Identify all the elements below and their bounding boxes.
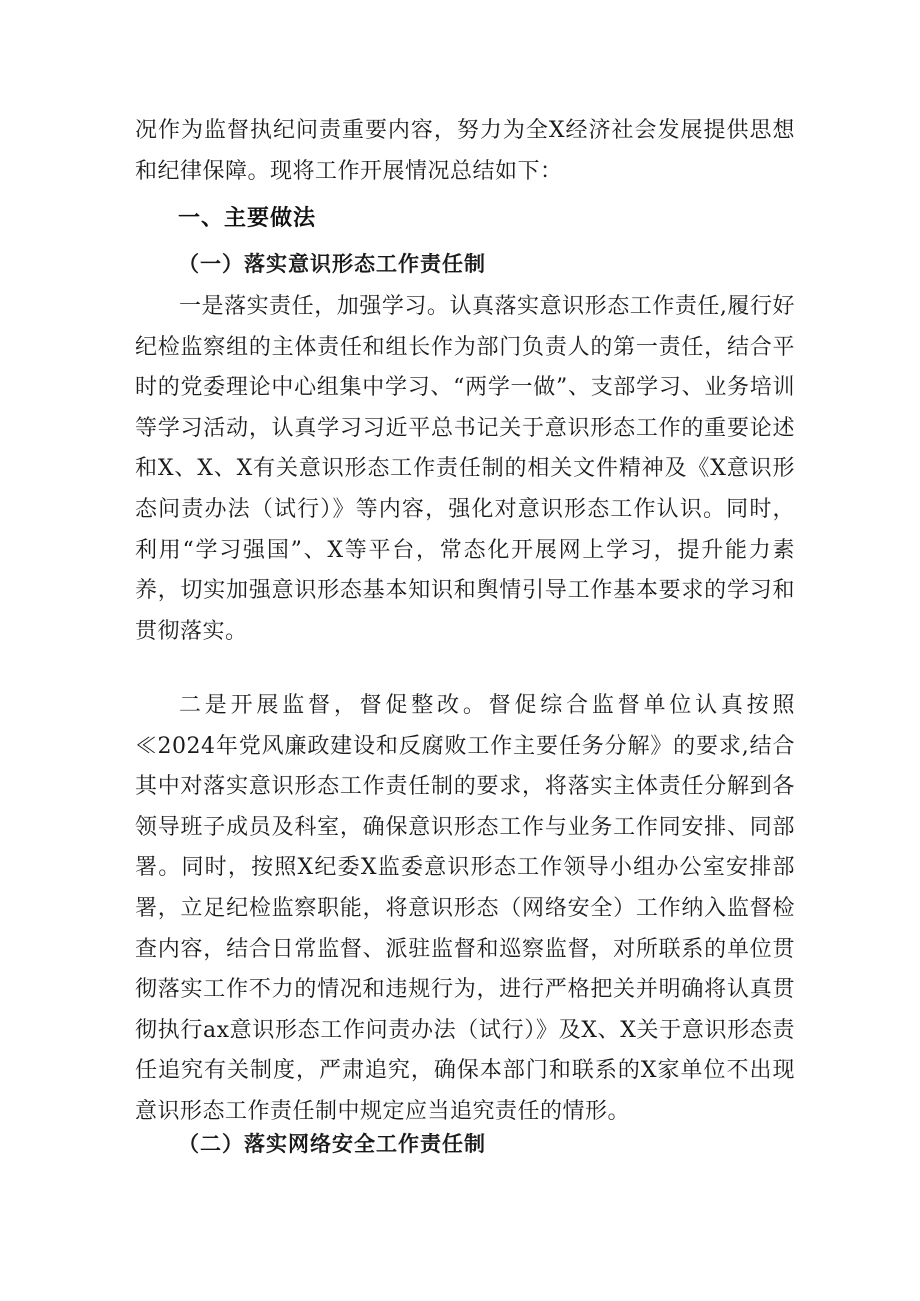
subsection-heading-network-security-responsibility: （二）落实网络安全工作责任制 [178, 1132, 486, 1156]
subsection-heading-ideology-responsibility: （一）落实意识形态工作责任制 [178, 252, 486, 276]
paragraph-supervision-rectification: 二是开展监督，督促整改。督促综合监督单位认真按照≪2024年党风廉政建设和反腐败工作主要任务分解》的要求,结合其中对落实意识形态工作责任制的要求，将落实主体责任分解到各领导班子成员及科室，确保意识形态工作与业务工作同安排、同部署。同时，按照X纪委X监委意识形态工作领导小组办公室安排部署，立足纪检监察职能，将意识形态（网络安全）工作纳入监督检查内容，结合日常监督、派驻监督和巡察监督，对所联系的单位贯彻落实工作不力的情况和违规行为，进行严格把关并明确将认真贯彻执行ax意识形态工作问责办法（试行）》及X、X关于意识形态责任追究有关制度，严肃追究，确保本部门和联系的X家单位不出现意识形态工作责任制中规定应当追究责任的情形。 [135, 693, 795, 1124]
section-heading-main-practices: 一、主要做法 [178, 206, 317, 231]
intro-paragraph: 况作为监督执纪问责重要内容，努力为全X经济社会发展提供思想和纪律保障。现将工作开展情况总结如下： [135, 118, 795, 184]
paragraph-implement-responsibility: 一是落实责任，加强学习。认真落实意识形态工作责任,履行好纪检监察组的主体责任和组长作为部门负责人的第一责任，结合平时的党委理论中心组集中学习、“两学一做”、支部学习、业务培训等学习活动，认真学习习近平总书记关于意识形态工作的重要论述和X、X、X有关意识形态工作责任制的相关文件精神及《X意识形态问责办法（试行）》等内容，强化对意识形态工作认识。同时，利用“学习强国”、X等平台，常态化开展网上学习，提升能力素养，切实加强意识形态基本知识和舆情引导工作基本要求的学习和贯彻落实。 [135, 294, 795, 644]
